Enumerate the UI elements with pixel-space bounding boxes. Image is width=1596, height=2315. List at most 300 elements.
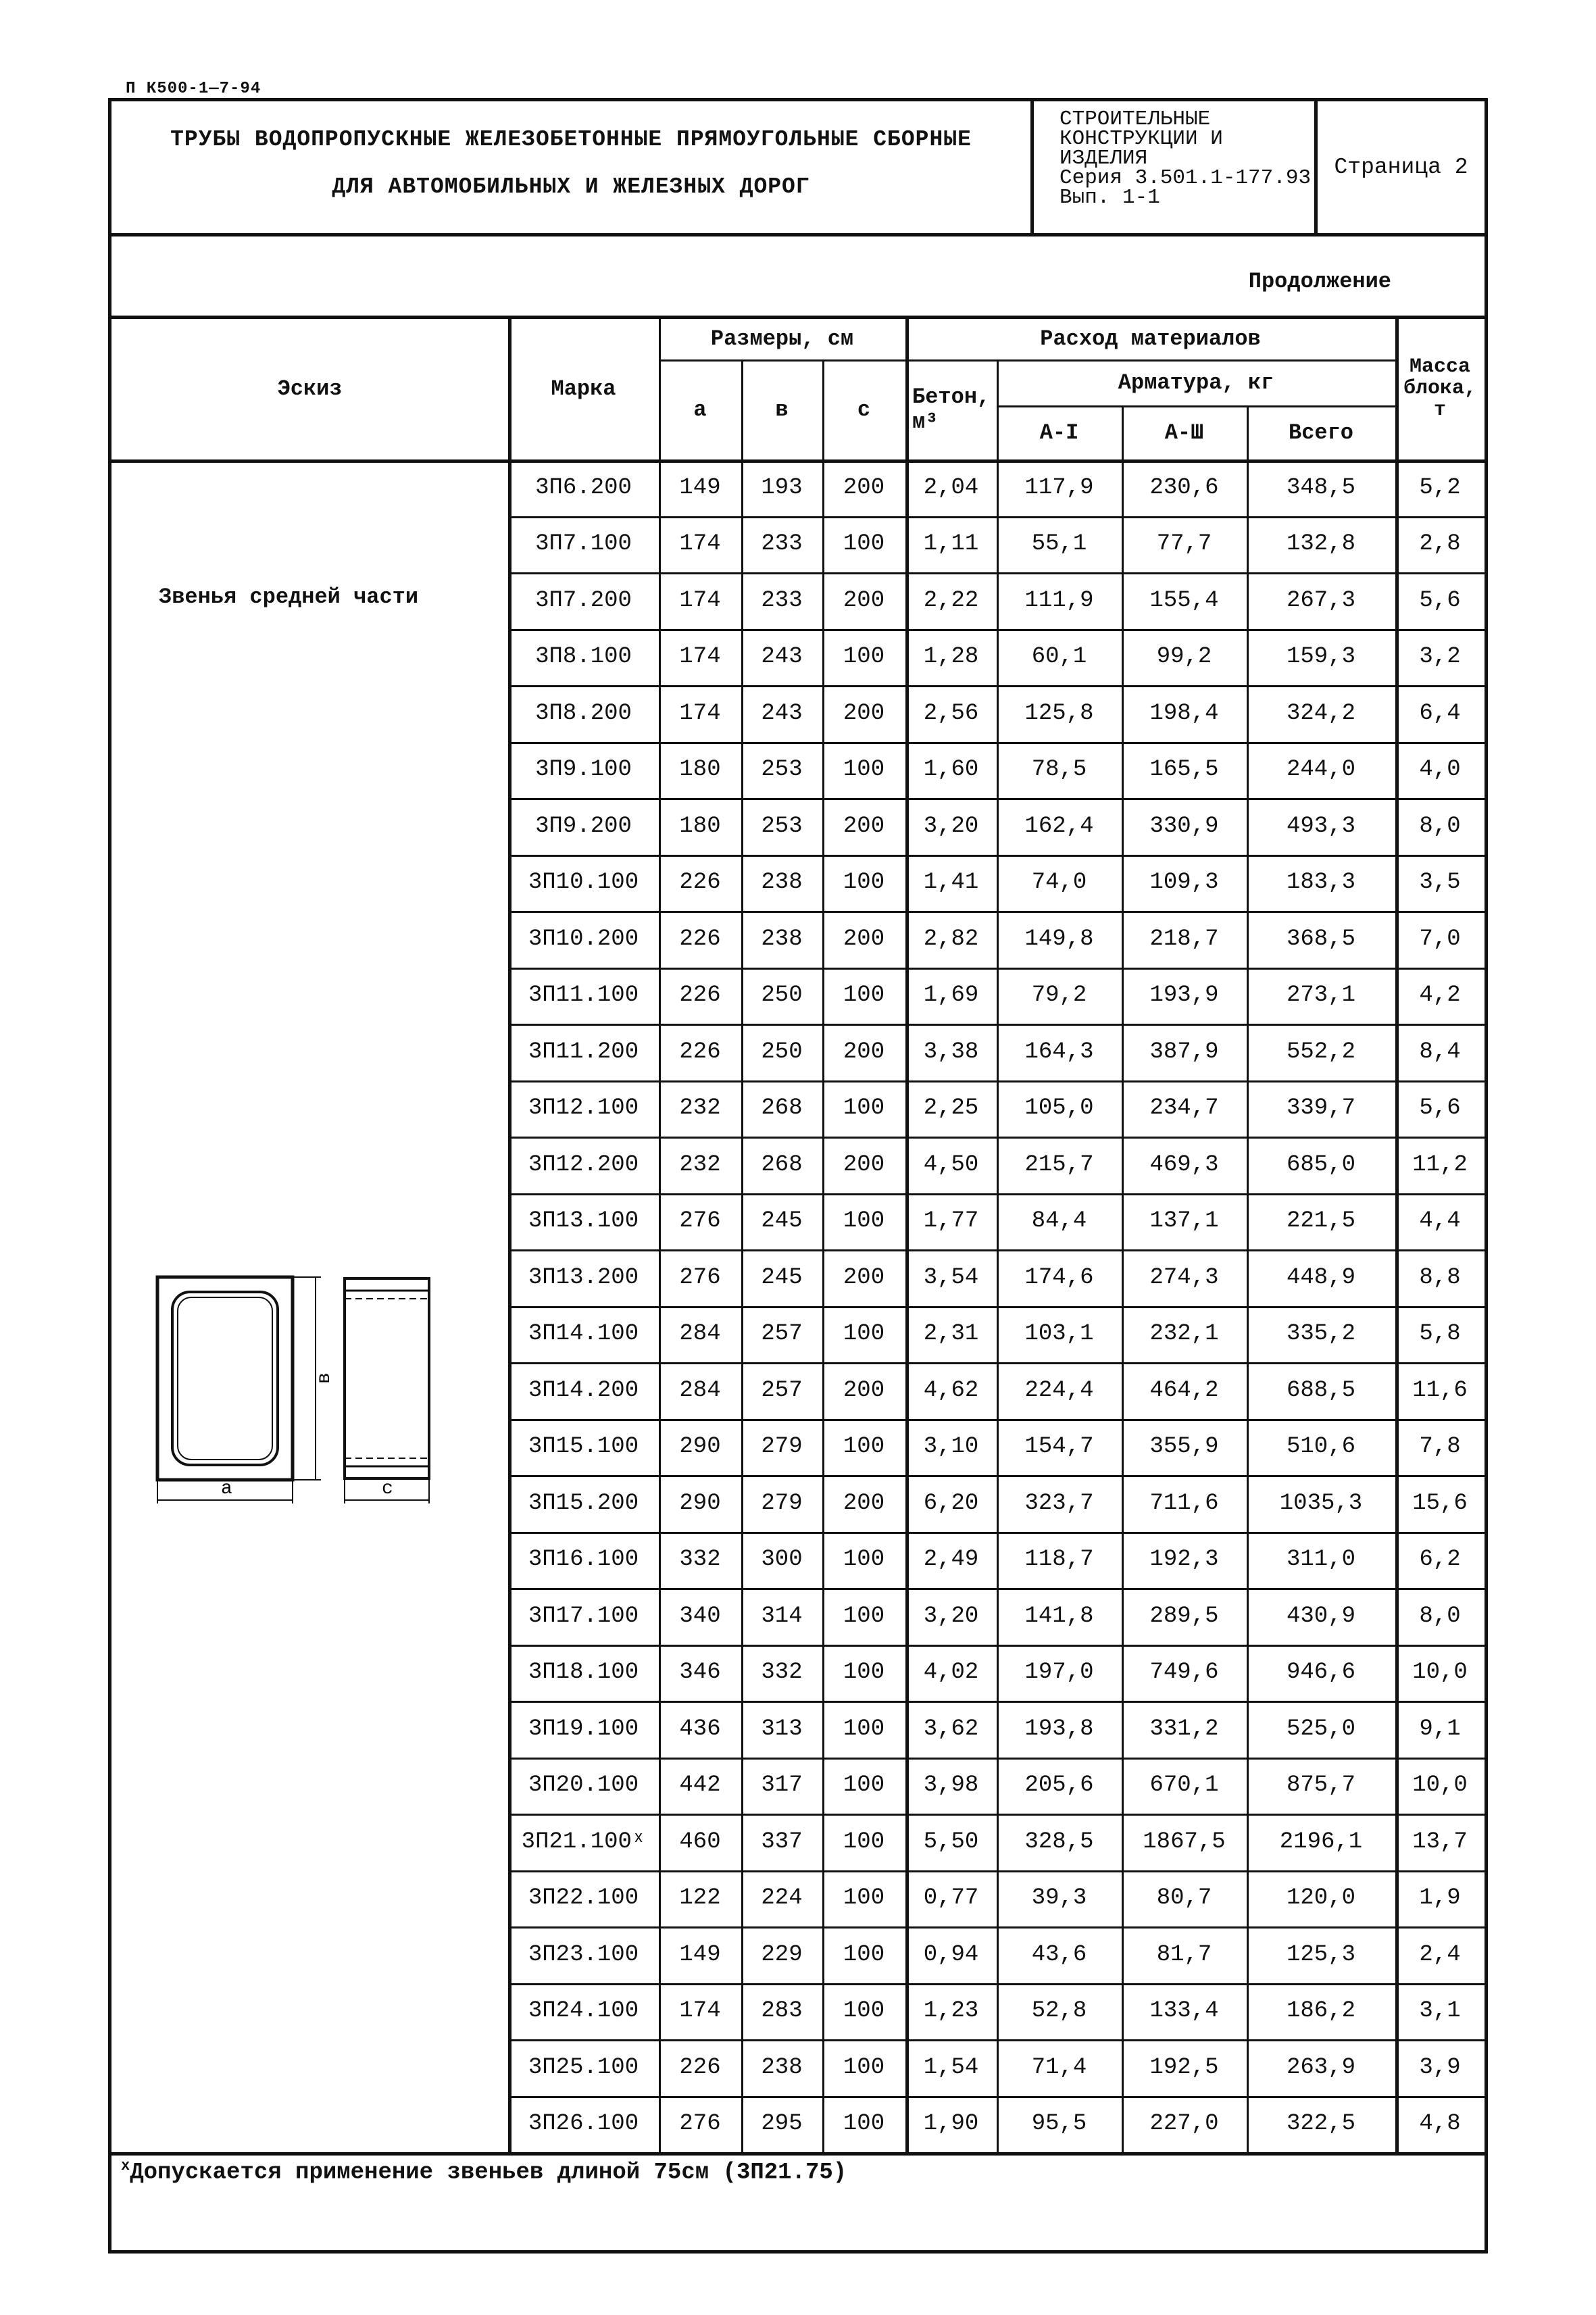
cell-rebar-total: 324,2: [1286, 700, 1356, 726]
cell-rebar-a3: 133,4: [1149, 1998, 1219, 2024]
cell-mass: 2,4: [1419, 1941, 1461, 1968]
cell-rebar-a1: 55,1: [1031, 531, 1087, 557]
header-dim-c: с: [857, 397, 871, 422]
cell-rebar-total: 448,9: [1286, 1264, 1356, 1291]
cell-dim-c: 100: [843, 982, 885, 1009]
cell-dim-b: 250: [761, 1039, 803, 1065]
cell-rebar-total: 322,5: [1286, 2111, 1356, 2137]
cell-dim-a: 180: [679, 757, 721, 783]
cell-dim-b: 332: [761, 1660, 803, 1686]
cell-rebar-a3: 192,5: [1149, 2054, 1219, 2081]
cell-dim-a: 180: [679, 813, 721, 839]
cell-rebar-total: 493,3: [1286, 813, 1356, 839]
cell-dim-c: 200: [843, 1039, 885, 1065]
cell-dim-c: 200: [843, 587, 885, 614]
cell-dim-b: 193: [761, 474, 803, 501]
cell-mass: 7,8: [1419, 1434, 1461, 1460]
cell-rebar-a1: 84,4: [1031, 1208, 1087, 1235]
cell-dim-b: 279: [761, 1490, 803, 1516]
cell-rebar-total: 688,5: [1286, 1377, 1356, 1403]
series-line-2: КОНСТРУКЦИИ И: [1059, 127, 1223, 151]
cell-rebar-a3: 711,6: [1149, 1490, 1219, 1516]
cell-rebar-a3: 192,3: [1149, 1547, 1219, 1573]
cell-concrete: 1,69: [923, 982, 979, 1009]
cell-mass: 11,6: [1412, 1377, 1468, 1403]
cell-mark: 3П15.200: [528, 1490, 639, 1516]
cell-dim-b: 238: [761, 2054, 803, 2081]
cell-dim-a: 226: [679, 2054, 721, 2081]
cell-mark: 3П19.100: [528, 1716, 639, 1742]
cell-dim-c: 100: [843, 531, 885, 557]
cell-rebar-total: 132,8: [1286, 531, 1356, 557]
cell-dim-a: 226: [679, 870, 721, 896]
header-concrete-label: Бетон,: [912, 384, 991, 409]
col-line-sketch: [508, 318, 512, 2152]
cell-dim-a: 290: [679, 1490, 721, 1516]
cell-mass: 7,0: [1419, 926, 1461, 952]
cell-mass: 4,2: [1419, 982, 1461, 1009]
cell-dim-a: 232: [679, 1095, 721, 1122]
cell-mark: 3П17.100: [528, 1603, 639, 1629]
cell-mass: 3,9: [1419, 2054, 1461, 2081]
header-rebar-a3: А-Ш: [1164, 420, 1204, 445]
series-line-3: ИЗДЕЛИЯ: [1059, 147, 1148, 170]
cell-rebar-a3: 355,9: [1149, 1434, 1219, 1460]
cell-rebar-total: 685,0: [1286, 1151, 1356, 1178]
cell-mass: 8,0: [1419, 1603, 1461, 1629]
cell-dim-b: 250: [761, 982, 803, 1009]
title-main: [111, 101, 1034, 233]
cell-mark: 3П10.200: [528, 926, 639, 952]
cell-dim-c: 100: [843, 1547, 885, 1573]
cell-dim-c: 200: [843, 926, 885, 952]
cell-dim-b: 245: [761, 1264, 803, 1291]
cell-mark: 3П7.200: [535, 587, 632, 614]
cell-rebar-a1: 154,7: [1024, 1434, 1094, 1460]
col-line-b: [822, 359, 824, 2152]
cell-concrete: 1,60: [923, 757, 979, 783]
cell-rebar-a1: 323,7: [1024, 1490, 1094, 1516]
col-line-concrete: [997, 359, 999, 2152]
cell-mass: 3,5: [1419, 870, 1461, 896]
cell-rebar-a1: 103,1: [1024, 1321, 1094, 1347]
title-line-2: ДЛЯ АВТОМОБИЛЬНЫХ И ЖЕЛЕЗНЫХ ДОРОГ: [332, 174, 810, 199]
cell-rebar-total: 311,0: [1286, 1547, 1356, 1573]
cell-mass: 11,2: [1412, 1151, 1468, 1178]
cell-concrete: 3,38: [923, 1039, 979, 1065]
cell-rebar-total: 125,3: [1286, 1941, 1356, 1968]
cell-mass: 3,2: [1419, 644, 1461, 670]
cell-dim-c: 200: [843, 1490, 885, 1516]
footnote-text: Допускается применение звеньев длиной 75см (3П21.75): [130, 2160, 847, 2186]
cell-rebar-a1: 125,8: [1024, 700, 1094, 726]
cell-dim-c: 100: [843, 1828, 885, 1855]
cell-mass: 3,1: [1419, 1998, 1461, 2024]
cell-rebar-a3: 749,6: [1149, 1660, 1219, 1686]
cell-rebar-total: 186,2: [1286, 1998, 1356, 2024]
cell-dim-c: 100: [843, 1772, 885, 1799]
cell-dim-c: 100: [843, 757, 885, 783]
cell-dim-a: 174: [679, 587, 721, 614]
cell-concrete: 3,20: [923, 1603, 979, 1629]
cell-mass: 15,6: [1412, 1490, 1468, 1516]
cell-dim-c: 200: [843, 700, 885, 726]
cell-mass: 6,4: [1419, 700, 1461, 726]
cell-dim-b: 257: [761, 1377, 803, 1403]
cell-dim-a: 436: [679, 1716, 721, 1742]
cell-dim-b: 313: [761, 1716, 803, 1742]
cell-concrete: 5,50: [923, 1828, 979, 1855]
cell-concrete: 3,20: [923, 813, 979, 839]
cell-rebar-a3: 80,7: [1156, 1885, 1212, 1912]
cell-rebar-a3: 289,5: [1149, 1603, 1219, 1629]
cell-dim-a: 276: [679, 1264, 721, 1291]
cell-dim-c: 100: [843, 1434, 885, 1460]
header-mass-3: т: [1433, 399, 1446, 422]
cell-rebar-a3: 387,9: [1149, 1039, 1219, 1065]
cell-mass: 5,6: [1419, 1095, 1461, 1122]
cell-mass: 1,9: [1419, 1885, 1461, 1912]
cell-rebar-a1: 141,8: [1024, 1603, 1094, 1629]
cell-rebar-a3: 155,4: [1149, 587, 1219, 614]
cell-dim-b: 243: [761, 700, 803, 726]
cell-dim-b: 268: [761, 1151, 803, 1178]
cell-mass: 4,0: [1419, 757, 1461, 783]
footnote: [121, 2158, 847, 2185]
cell-mass: 4,4: [1419, 1208, 1461, 1235]
cell-dim-c: 100: [843, 644, 885, 670]
header-mark: Марка: [551, 376, 616, 401]
cell-rebar-a1: 79,2: [1031, 982, 1087, 1009]
cell-concrete: 1,90: [923, 2111, 979, 2137]
cell-dim-b: 224: [761, 1885, 803, 1912]
cell-dim-b: 337: [761, 1828, 803, 1855]
cell-rebar-total: 273,1: [1286, 982, 1356, 1009]
cell-dim-c: 200: [843, 474, 885, 501]
sketch-dim-a: а: [221, 1478, 232, 1499]
cell-mark: 3П15.100: [528, 1434, 639, 1460]
col-line-mark: [659, 318, 661, 2152]
cell-rebar-a1: 60,1: [1031, 644, 1087, 670]
cell-mark: 3П18.100: [528, 1660, 639, 1686]
cell-dim-b: 245: [761, 1208, 803, 1235]
cell-rebar-a1: 164,3: [1024, 1039, 1094, 1065]
cell-dim-b: 238: [761, 926, 803, 952]
cell-mass: 8,0: [1419, 813, 1461, 839]
cell-mass: 5,6: [1419, 587, 1461, 614]
cell-dim-a: 122: [679, 1885, 721, 1912]
cell-rebar-a1: 328,5: [1024, 1828, 1094, 1855]
cell-concrete: 1,77: [923, 1208, 979, 1235]
cell-dim-b: 314: [761, 1603, 803, 1629]
cell-rebar-a3: 109,3: [1149, 870, 1219, 896]
header-mass-2: блока,: [1403, 377, 1477, 400]
cell-mark: 3П25.100: [528, 2054, 639, 2081]
cell-rebar-a1: 162,4: [1024, 813, 1094, 839]
cell-dim-a: 226: [679, 1039, 721, 1065]
cell-mass: 2,8: [1419, 531, 1461, 557]
cell-rebar-a1: 174,6: [1024, 1264, 1094, 1291]
cell-dim-b: 300: [761, 1547, 803, 1573]
header-concrete-unit: м³: [912, 409, 939, 434]
cell-mark: 3П12.200: [528, 1151, 639, 1178]
cell-dim-a: 149: [679, 1941, 721, 1968]
cell-rebar-total: 510,6: [1286, 1434, 1356, 1460]
cell-concrete: 2,04: [923, 474, 979, 501]
cell-rebar-a3: 137,1: [1149, 1208, 1219, 1235]
cell-rebar-a3: 77,7: [1156, 531, 1212, 557]
cell-dim-c: 200: [843, 1264, 885, 1291]
col-line-a: [741, 359, 743, 2152]
cell-rebar-total: 2196,1: [1279, 1828, 1363, 1855]
cell-concrete: 2,56: [923, 700, 979, 726]
cell-rebar-total: 525,0: [1286, 1716, 1356, 1742]
cell-rebar-total: 120,0: [1286, 1885, 1356, 1912]
header-mass: [1395, 318, 1485, 459]
cell-dim-b: 238: [761, 870, 803, 896]
cell-dim-c: 100: [843, 1321, 885, 1347]
cell-dim-c: 100: [843, 2111, 885, 2137]
cell-rebar-a3: 464,2: [1149, 1377, 1219, 1403]
cell-mass: 4,8: [1419, 2111, 1461, 2137]
cell-rebar-a3: 218,7: [1149, 926, 1219, 952]
cell-mass: 6,2: [1419, 1547, 1461, 1573]
cell-dim-b: 233: [761, 531, 803, 557]
cell-dim-a: 442: [679, 1772, 721, 1799]
footnote-mark: x: [121, 2158, 130, 2174]
cell-rebar-a1: 117,9: [1024, 474, 1094, 501]
cell-rebar-a1: 215,7: [1024, 1151, 1094, 1178]
cell-rebar-a3: 469,3: [1149, 1151, 1219, 1178]
cell-rebar-a1: 111,9: [1024, 587, 1094, 614]
cell-rebar-a1: 52,8: [1031, 1998, 1087, 2024]
cell-mark: 3П16.100: [528, 1547, 639, 1573]
cell-dim-a: 346: [679, 1660, 721, 1686]
cell-dim-c: 100: [843, 1095, 885, 1122]
cell-dim-a: 284: [679, 1377, 721, 1403]
cell-concrete: 2,82: [923, 926, 979, 952]
cell-concrete: 3,54: [923, 1264, 979, 1291]
cell-mark: 3П6.200: [535, 474, 632, 501]
cell-rebar-a3: 198,4: [1149, 700, 1219, 726]
cell-mass: 13,7: [1412, 1828, 1468, 1855]
cell-rebar-a1: 224,4: [1024, 1377, 1094, 1403]
cell-dim-b: 253: [761, 813, 803, 839]
series-line-4: Серия 3.501.1-177.93: [1059, 166, 1312, 190]
sketch-label: Звенья средней части: [159, 584, 419, 609]
cell-rebar-a3: 330,9: [1149, 813, 1219, 839]
cell-rebar-a3: 331,2: [1149, 1716, 1219, 1742]
cell-concrete: 6,20: [923, 1490, 979, 1516]
title-block: [111, 101, 1485, 237]
cell-dim-c: 100: [843, 1603, 885, 1629]
cell-mark: 3П13.100: [528, 1208, 639, 1235]
side-view: [345, 1278, 429, 1503]
cell-mark: 3П9.100: [535, 757, 632, 783]
cell-mark: 3П11.200: [528, 1039, 639, 1065]
cell-concrete: 3,10: [923, 1434, 979, 1460]
cell-rebar-total: 221,5: [1286, 1208, 1356, 1235]
cell-concrete: 0,94: [923, 1941, 979, 1968]
col-line-c: [905, 318, 909, 2152]
cell-dim-a: 332: [679, 1547, 721, 1573]
hdr-line-1: [659, 359, 1395, 362]
cell-rebar-total: 348,5: [1286, 474, 1356, 501]
cell-mark: 3П20.100: [528, 1772, 639, 1799]
cell-mark: 3П13.200: [528, 1264, 639, 1291]
cell-rebar-total: 183,3: [1286, 870, 1356, 896]
cell-rebar-total: 244,0: [1286, 757, 1356, 783]
header-materials: Расход материалов: [1040, 326, 1261, 351]
cell-dim-c: 100: [843, 1716, 885, 1742]
cell-dim-a: 174: [679, 531, 721, 557]
cell-dim-a: 226: [679, 926, 721, 952]
page-number: Страница 2: [1334, 155, 1468, 180]
title-line-1: ТРУБЫ ВОДОПРОПУСКНЫЕ ЖЕЛЕЗОБЕТОННЫЕ ПРЯМОУГОЛЬНЫЕ СБОРНЫЕ: [170, 127, 972, 152]
cell-dim-a: 226: [679, 982, 721, 1009]
cell-rebar-a1: 71,4: [1031, 2054, 1087, 2081]
cell-rebar-a1: 39,3: [1031, 1885, 1087, 1912]
cell-rebar-total: 339,7: [1286, 1095, 1356, 1122]
cell-dim-a: 290: [679, 1434, 721, 1460]
cell-dim-b: 233: [761, 587, 803, 614]
cell-mark: 3П12.100: [528, 1095, 639, 1122]
cell-dim-a: 276: [679, 2111, 721, 2137]
cell-rebar-total: 875,7: [1286, 1772, 1356, 1799]
hdr-line-2: [997, 405, 1395, 407]
series-line-1: СТРОИТЕЛЬНЫЕ: [1059, 107, 1211, 131]
cell-rebar-total: 430,9: [1286, 1603, 1356, 1629]
header-mass-1: Масса: [1409, 355, 1470, 378]
drawing-frame: [108, 98, 1488, 2254]
cell-rebar-a1: 118,7: [1024, 1547, 1094, 1573]
cell-rebar-a1: 43,6: [1031, 1941, 1087, 1968]
cell-rebar-a1: 197,0: [1024, 1660, 1094, 1686]
cell-dim-a: 174: [679, 644, 721, 670]
cell-dim-c: 200: [843, 1377, 885, 1403]
cell-rebar-total: 159,3: [1286, 644, 1356, 670]
cell-concrete: 4,02: [923, 1660, 979, 1686]
cell-dim-c: 100: [843, 1941, 885, 1968]
cell-dim-c: 200: [843, 813, 885, 839]
cell-rebar-a1: 78,5: [1031, 757, 1087, 783]
cell-mark: 3П7.100: [535, 531, 632, 557]
header-dim-b: в: [775, 397, 789, 422]
cell-dim-b: 317: [761, 1772, 803, 1799]
cell-concrete: 4,50: [923, 1151, 979, 1178]
cell-dim-a: 276: [679, 1208, 721, 1235]
cell-dim-b: 295: [761, 2111, 803, 2137]
document-code: П К500-1—7-94: [126, 80, 261, 98]
series-line-5: Вып. 1-1: [1059, 186, 1160, 209]
header-dimensions: Размеры, см: [710, 326, 854, 351]
cell-mass: 8,8: [1419, 1264, 1461, 1291]
cell-rebar-a3: 1867,5: [1143, 1828, 1226, 1855]
cell-concrete: 2,31: [923, 1321, 979, 1347]
cell-rebar-a1: 95,5: [1031, 2111, 1087, 2137]
cell-concrete: 3,62: [923, 1716, 979, 1742]
header-dim-a: а: [693, 397, 707, 422]
cell-dim-c: 100: [843, 1998, 885, 2024]
cell-dim-c: 100: [843, 1885, 885, 1912]
cell-dim-b: 253: [761, 757, 803, 783]
table-bottom-border: [111, 2152, 1485, 2156]
cell-rebar-a3: 234,7: [1149, 1095, 1219, 1122]
cell-rebar-a1: 205,6: [1024, 1772, 1094, 1799]
continuation-label: Продолжение: [1248, 269, 1391, 294]
cell-concrete: 0,77: [923, 1885, 979, 1912]
cell-concrete: 1,41: [923, 870, 979, 896]
cell-rebar-total: 335,2: [1286, 1321, 1356, 1347]
front-view: [157, 1277, 321, 1503]
cell-rebar-a1: 149,8: [1024, 926, 1094, 952]
cell-mark: 3П9.200: [535, 813, 632, 839]
cell-dim-a: 174: [679, 700, 721, 726]
col-line-total: [1395, 318, 1399, 2152]
cell-rebar-a3: 230,6: [1149, 474, 1219, 501]
cell-mark: 3П23.100: [528, 1941, 639, 1968]
header-rebar-total: Всего: [1288, 420, 1353, 445]
cell-concrete: 2,22: [923, 587, 979, 614]
header-concrete: [905, 359, 997, 459]
cell-mass: 5,2: [1419, 474, 1461, 501]
cell-mark: 3П24.100: [528, 1998, 639, 2024]
cell-mass: 9,1: [1419, 1716, 1461, 1742]
cell-mark: 3П14.200: [528, 1377, 639, 1403]
header-rebar: Арматура, кг: [1118, 370, 1274, 395]
cell-dim-c: 100: [843, 870, 885, 896]
cell-rebar-a1: 74,0: [1031, 870, 1087, 896]
sketch-dim-b: в: [314, 1372, 335, 1384]
cell-dim-b: 243: [761, 644, 803, 670]
cell-dim-c: 200: [843, 1151, 885, 1178]
cell-mark: 3П10.100: [528, 870, 639, 896]
cell-rebar-a3: 227,0: [1149, 2111, 1219, 2137]
cell-mass: 10,0: [1412, 1772, 1468, 1799]
cell-rebar-a3: 99,2: [1156, 644, 1212, 670]
cell-rebar-a3: 232,1: [1149, 1321, 1219, 1347]
cell-rebar-a3: 670,1: [1149, 1772, 1219, 1799]
cell-concrete: 2,25: [923, 1095, 979, 1122]
series-block: [1034, 101, 1318, 233]
cell-rebar-a3: 81,7: [1156, 1941, 1212, 1968]
cell-concrete: 1,23: [923, 1998, 979, 2024]
cell-rebar-total: 552,2: [1286, 1039, 1356, 1065]
cell-rebar-a1: 105,0: [1024, 1095, 1094, 1122]
cell-mark: 3П22.100: [528, 1885, 639, 1912]
cell-concrete: 2,49: [923, 1547, 979, 1573]
cell-dim-b: 283: [761, 1998, 803, 2024]
header-sketch: Эскиз: [277, 376, 343, 401]
cell-rebar-total: 263,9: [1286, 2054, 1356, 2081]
sketch-dim-c: с: [382, 1478, 393, 1499]
block-sketch: [139, 1270, 503, 1527]
cell-rebar-total: 1035,3: [1279, 1490, 1363, 1516]
cell-dim-b: 257: [761, 1321, 803, 1347]
cell-dim-a: 284: [679, 1321, 721, 1347]
cell-mass: 8,4: [1419, 1039, 1461, 1065]
cell-concrete: 1,11: [923, 531, 979, 557]
cell-rebar-a3: 274,3: [1149, 1264, 1219, 1291]
cell-dim-a: 174: [679, 1998, 721, 2024]
cell-mark: 3П8.200: [535, 700, 632, 726]
cell-dim-a: 340: [679, 1603, 721, 1629]
cell-dim-a: 460: [679, 1828, 721, 1855]
cell-rebar-total: 267,3: [1286, 587, 1356, 614]
cell-mark: 3П21.100ˣ: [521, 1828, 646, 1855]
cell-concrete: 1,28: [923, 644, 979, 670]
cell-dim-c: 100: [843, 1660, 885, 1686]
